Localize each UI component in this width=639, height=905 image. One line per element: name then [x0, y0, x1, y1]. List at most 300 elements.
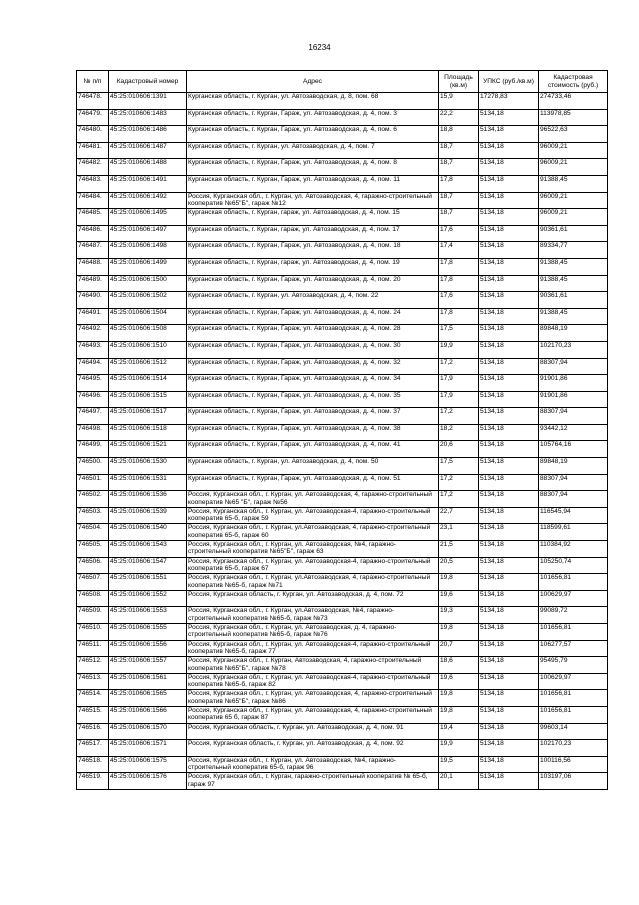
row-number-cell: 746505.: [77, 541, 109, 558]
row-number-cell: 746483.: [77, 175, 109, 192]
address-cell: Курганская область, г. Курган, Гараж, ул. Автозаводская, д. 4, пом. 30: [187, 341, 439, 358]
table-row: [77, 391, 608, 408]
upks-cell: 5134,18: [479, 491, 539, 508]
area-cell: 19,9: [439, 341, 479, 358]
cadastral-cost-cell: 100629,97: [539, 590, 608, 607]
table-row: [77, 225, 608, 242]
area-cell: 19,8: [439, 574, 479, 591]
row-number-cell: 746487.: [77, 242, 109, 259]
area-cell: 17,2: [439, 491, 479, 508]
address-cell: Россия, Курганская обл., г. Курган, ул.Автозаводская, 4, гаражно-строительный кооператив №65-б, гараж №71: [187, 574, 439, 591]
table-row: [77, 126, 608, 143]
table-row: [77, 474, 608, 491]
cadastral-cost-cell: 100629,97: [539, 673, 608, 690]
cadastral-cost-cell: 105250,74: [539, 557, 608, 574]
row-number-cell: 746515.: [77, 706, 109, 723]
upks-cell: 5134,18: [479, 590, 539, 607]
upks-cell: 5134,18: [479, 308, 539, 325]
cadastral-cost-cell: 105764,16: [539, 441, 608, 458]
row-number-cell: 746503.: [77, 507, 109, 524]
address-cell: Россия, Курганская обл., г. Курган, гаражно-строительный кооператив № 65-б, гараж 97: [187, 773, 439, 790]
cadastral-number-cell: 45:25:010606:1540: [109, 524, 187, 541]
header-upks: УПКС (руб./кв.м): [479, 71, 539, 93]
cadastral-number-cell: 45:25:010606:1561: [109, 673, 187, 690]
row-number-cell: 746495.: [77, 375, 109, 392]
row-number-cell: 746509.: [77, 607, 109, 624]
address-cell: Курганская область, г. Курган, ул. Автозаводская, д. 4, пом. 7: [187, 142, 439, 159]
table-row: [77, 292, 608, 309]
row-number-cell: 746508.: [77, 590, 109, 607]
cadastral-cost-cell: 113978,85: [539, 109, 608, 126]
cadastral-registry-table: [76, 70, 608, 790]
area-cell: 18,7: [439, 159, 479, 176]
table-row: [77, 308, 608, 325]
cadastral-number-cell: 45:25:010606:1547: [109, 557, 187, 574]
address-cell: Курганская область, г. Курган, гараж, ул. Автозаводская, д. 4, пом. 15: [187, 209, 439, 226]
address-cell: Курганская область, г. Курган, Гараж, ул. Автозаводская, д. 4, пом. 37: [187, 408, 439, 425]
upks-cell: 5134,18: [479, 391, 539, 408]
table-row: [77, 723, 608, 740]
row-number-cell: 746507.: [77, 574, 109, 591]
table-row: [77, 574, 608, 591]
cadastral-number-cell: 45:25:010606:1486: [109, 126, 187, 143]
address-cell: Россия, Курганская обл., г. Курган, ул. Автозаводская, 4, гаражно-строительный кооператив 65 б, гараж 87: [187, 706, 439, 723]
table-row: [77, 209, 608, 226]
row-number-cell: 746489.: [77, 275, 109, 292]
cadastral-cost-cell: 102170,23: [539, 740, 608, 757]
upks-cell: 5134,18: [479, 358, 539, 375]
address-cell: Курганская область, г. Курган, Гараж, ул. Автозаводская, д. 4, пом. 35: [187, 391, 439, 408]
row-number-cell: 746482.: [77, 159, 109, 176]
upks-cell: 5134,18: [479, 275, 539, 292]
address-cell: Курганская область, г. Курган, ул. Автозаводская, д. 8, пом. 68: [187, 93, 439, 110]
table-row: [77, 657, 608, 674]
row-number-cell: 746506.: [77, 557, 109, 574]
upks-cell: 5134,18: [479, 209, 539, 226]
area-cell: 19,6: [439, 590, 479, 607]
row-number-cell: 746517.: [77, 740, 109, 757]
cadastral-cost-cell: 96009,21: [539, 159, 608, 176]
table-row: [77, 192, 608, 209]
header-cadastral-cost: Кадастровая стоимость (руб.): [539, 71, 608, 93]
upks-cell: 5134,18: [479, 242, 539, 259]
address-cell: Россия, Курганская обл., г. Курган, ул. Автозаводская, 4, гаражно-строительный кооператив №65"Б", гараж №86: [187, 690, 439, 707]
cadastral-number-cell: 45:25:010606:1488: [109, 159, 187, 176]
area-cell: 18,8: [439, 126, 479, 143]
row-number-cell: 746480.: [77, 126, 109, 143]
table-row: [77, 325, 608, 342]
cadastral-cost-cell: 91388,45: [539, 308, 608, 325]
cadastral-number-cell: 45:25:010606:1483: [109, 109, 187, 126]
cadastral-number-cell: 45:25:010606:1543: [109, 541, 187, 558]
table-row: [77, 424, 608, 441]
cadastral-cost-cell: 96522,63: [539, 126, 608, 143]
cadastral-cost-cell: 99089,72: [539, 607, 608, 624]
upks-cell: 5134,18: [479, 640, 539, 657]
upks-cell: 5134,18: [479, 325, 539, 342]
table-row: [77, 142, 608, 159]
cadastral-number-cell: 45:25:010606:1510: [109, 341, 187, 358]
cadastral-number-cell: 45:25:010606:1497: [109, 225, 187, 242]
upks-cell: 5134,18: [479, 673, 539, 690]
area-cell: 20,5: [439, 557, 479, 574]
upks-cell: 5134,18: [479, 341, 539, 358]
area-cell: 18,7: [439, 192, 479, 209]
cadastral-cost-cell: 91901,86: [539, 391, 608, 408]
address-cell: Россия, Курганская обл., г. Курган, ул. Автозаводская, д. 4, гаражно-строительный кооператив №65-б, гараж №76: [187, 624, 439, 641]
row-number-cell: 746481.: [77, 142, 109, 159]
address-cell: Россия, Курганская обл., г. Курган, ул. Автозаводская, 4, гаражно-строительный кооператив №65 "Б", гараж №56: [187, 491, 439, 508]
area-cell: 21,5: [439, 541, 479, 558]
address-cell: Курганская область, г. Курган, ул. Автозаводская, д. 4, пом. 22: [187, 292, 439, 309]
upks-cell: 5134,18: [479, 574, 539, 591]
row-number-cell: 746504.: [77, 524, 109, 541]
area-cell: 17,6: [439, 225, 479, 242]
table-row: [77, 358, 608, 375]
address-cell: Курганская область, г. Курган, Гараж, ул. Автозаводская, д. 4, пом. 32: [187, 358, 439, 375]
table-row: [77, 557, 608, 574]
table-row: [77, 541, 608, 558]
cadastral-number-cell: 45:25:010606:1514: [109, 375, 187, 392]
area-cell: 19,9: [439, 740, 479, 757]
upks-cell: 5134,18: [479, 624, 539, 641]
table-row: [77, 408, 608, 425]
table-row: [77, 624, 608, 641]
area-cell: 17,5: [439, 458, 479, 475]
upks-cell: 5134,18: [479, 159, 539, 176]
cadastral-cost-cell: 89848,19: [539, 325, 608, 342]
table-row: [77, 159, 608, 176]
address-cell: Курганская область, г. Курган, Гараж, ул. Автозаводская, д. 4, пом. 8: [187, 159, 439, 176]
table-row: [77, 275, 608, 292]
table-header-row: [77, 71, 608, 93]
table-row: [77, 93, 608, 110]
cadastral-cost-cell: 274733,46: [539, 93, 608, 110]
row-number-cell: 746514.: [77, 690, 109, 707]
cadastral-cost-cell: 110384,92: [539, 541, 608, 558]
upks-cell: 5134,18: [479, 408, 539, 425]
table-row: [77, 607, 608, 624]
table-row: [77, 441, 608, 458]
table-row: [77, 341, 608, 358]
area-cell: 18,7: [439, 142, 479, 159]
header-cadastral-number: Кадастровый номер: [109, 71, 187, 93]
table-row: [77, 507, 608, 524]
upks-cell: 5134,18: [479, 524, 539, 541]
row-number-cell: 746519.: [77, 773, 109, 790]
cadastral-cost-cell: 88307,94: [539, 474, 608, 491]
address-cell: Курганская область, г. Курган, Гараж, ул. Автозаводская, д. 4, пом. 41: [187, 441, 439, 458]
address-cell: Курганская область, г. Курган, Гараж, ул. Автозаводская, д. 4, пом. 6: [187, 126, 439, 143]
cadastral-cost-cell: 91901,86: [539, 375, 608, 392]
area-cell: 17,6: [439, 292, 479, 309]
cadastral-cost-cell: 88307,94: [539, 358, 608, 375]
area-cell: 19,4: [439, 723, 479, 740]
row-number-cell: 746500.: [77, 458, 109, 475]
address-cell: Курганская область, г. Курган, ул. Автозаводская, д. 4, пом. 50: [187, 458, 439, 475]
address-cell: Курганская область, г. Курган, Гараж, ул. Автозаводская, д. 4, пом. 34: [187, 375, 439, 392]
upks-cell: 5134,18: [479, 441, 539, 458]
address-cell: Курганская область, г. Курган, Гараж, ул. Автозаводская, д. 4, пом. 18: [187, 242, 439, 259]
area-cell: 17,8: [439, 308, 479, 325]
cadastral-cost-cell: 100116,56: [539, 756, 608, 773]
area-cell: 22,2: [439, 109, 479, 126]
cadastral-number-cell: 45:25:010606:1502: [109, 292, 187, 309]
cadastral-number-cell: 45:25:010606:1555: [109, 624, 187, 641]
upks-cell: 17278,83: [479, 93, 539, 110]
table-row: [77, 458, 608, 475]
row-number-cell: 746494.: [77, 358, 109, 375]
cadastral-cost-cell: 99603,14: [539, 723, 608, 740]
cadastral-number-cell: 45:25:010606:1553: [109, 607, 187, 624]
cadastral-cost-cell: 93442,12: [539, 424, 608, 441]
area-cell: 18,7: [439, 209, 479, 226]
cadastral-cost-cell: 88307,94: [539, 408, 608, 425]
row-number-cell: 746478.: [77, 93, 109, 110]
address-cell: Курганская область, г. Курган, Гараж, ул. Автозаводская, д. 4, пом. 38: [187, 424, 439, 441]
cadastral-number-cell: 45:25:010606:1508: [109, 325, 187, 342]
cadastral-number-cell: 45:25:010606:1492: [109, 192, 187, 209]
cadastral-number-cell: 45:25:010606:1571: [109, 740, 187, 757]
page-number: 16234: [308, 43, 331, 52]
row-number-cell: 746490.: [77, 292, 109, 309]
row-number-cell: 746513.: [77, 673, 109, 690]
upks-cell: 5134,18: [479, 225, 539, 242]
address-cell: Курганская область, г. Курган, Гараж, ул. Автозаводская, д. 4, пом. 11: [187, 175, 439, 192]
cadastral-number-cell: 45:25:010606:1512: [109, 358, 187, 375]
address-cell: Россия, Курганская область, г. Курган, ул. Автозаводская, д. 4, пом. 92: [187, 740, 439, 757]
upks-cell: 5134,18: [479, 109, 539, 126]
area-cell: 17,8: [439, 275, 479, 292]
cadastral-number-cell: 45:25:010606:1498: [109, 242, 187, 259]
upks-cell: 5134,18: [479, 126, 539, 143]
table-row: [77, 640, 608, 657]
table-row: [77, 740, 608, 757]
area-cell: 19,5: [439, 756, 479, 773]
table-row: [77, 590, 608, 607]
address-cell: Россия, Курганская обл., г. Курган, ул. Автозаводская-4, гаражно-строительный кооператив 65-б, гараж 59: [187, 507, 439, 524]
row-number-cell: 746502.: [77, 491, 109, 508]
table-row: [77, 242, 608, 259]
cadastral-number-cell: 45:25:010606:1552: [109, 590, 187, 607]
row-number-cell: 746498.: [77, 424, 109, 441]
cadastral-cost-cell: 91388,45: [539, 275, 608, 292]
area-cell: 17,9: [439, 375, 479, 392]
cadastral-number-cell: 45:25:010606:1556: [109, 640, 187, 657]
cadastral-cost-cell: 106277,57: [539, 640, 608, 657]
cadastral-cost-cell: 91388,45: [539, 258, 608, 275]
area-cell: 22,7: [439, 507, 479, 524]
table-row: [77, 175, 608, 192]
area-cell: 19,3: [439, 607, 479, 624]
area-cell: 17,9: [439, 391, 479, 408]
cadastral-number-cell: 45:25:010606:1566: [109, 706, 187, 723]
area-cell: 17,8: [439, 175, 479, 192]
row-number-cell: 746510.: [77, 624, 109, 641]
cadastral-number-cell: 45:25:010606:1536: [109, 491, 187, 508]
address-cell: Россия, Курганская обл., г. Курган, ул. Автозаводская-4, гаражно-строительный кооператив 65-б, гараж 67: [187, 557, 439, 574]
cadastral-cost-cell: 102170,23: [539, 341, 608, 358]
cadastral-cost-cell: 96009,21: [539, 192, 608, 209]
cadastral-number-cell: 45:25:010606:1570: [109, 723, 187, 740]
address-cell: Курганская область, г. Курган, Гараж, ул. Автозаводская, д. 4, пом. 3: [187, 109, 439, 126]
row-number-cell: 746493.: [77, 341, 109, 358]
cadastral-cost-cell: 116545,94: [539, 507, 608, 524]
row-number-cell: 746488.: [77, 258, 109, 275]
table-row: [77, 109, 608, 126]
address-cell: Курганская область, г. Курган, Гараж, ул. Автозаводская, д. 4, пом. 28: [187, 325, 439, 342]
cadastral-number-cell: 45:25:010606:1518: [109, 424, 187, 441]
area-cell: 17,4: [439, 242, 479, 259]
upks-cell: 5134,18: [479, 424, 539, 441]
address-cell: Курганская область, г. Курган, Гараж, ул. Автозаводская, д. 4, пом. 51: [187, 474, 439, 491]
row-number-cell: 746501.: [77, 474, 109, 491]
area-cell: 17,2: [439, 408, 479, 425]
cadastral-number-cell: 45:25:010606:1391: [109, 93, 187, 110]
upks-cell: 5134,18: [479, 541, 539, 558]
upks-cell: 5134,18: [479, 258, 539, 275]
cadastral-number-cell: 45:25:010606:1521: [109, 441, 187, 458]
cadastral-number-cell: 45:25:010606:1576: [109, 773, 187, 790]
row-number-cell: 746497.: [77, 408, 109, 425]
header-address: Адрес: [187, 71, 439, 93]
area-cell: 15,9: [439, 93, 479, 110]
cadastral-number-cell: 45:25:010606:1530: [109, 458, 187, 475]
cadastral-cost-cell: 103197,06: [539, 773, 608, 790]
upks-cell: 5134,18: [479, 458, 539, 475]
upks-cell: 5134,18: [479, 756, 539, 773]
upks-cell: 5134,18: [479, 142, 539, 159]
area-cell: 20,1: [439, 773, 479, 790]
upks-cell: 5134,18: [479, 507, 539, 524]
area-cell: 17,2: [439, 358, 479, 375]
table-row: [77, 706, 608, 723]
cadastral-cost-cell: 90361,61: [539, 292, 608, 309]
cadastral-number-cell: 45:25:010606:1491: [109, 175, 187, 192]
cadastral-cost-cell: 89848,19: [539, 458, 608, 475]
cadastral-cost-cell: 88307,94: [539, 491, 608, 508]
area-cell: 17,8: [439, 258, 479, 275]
area-cell: 23,1: [439, 524, 479, 541]
upks-cell: 5134,18: [479, 292, 539, 309]
cadastral-number-cell: 45:25:010606:1551: [109, 574, 187, 591]
address-cell: Россия, Курганская область, г. Курган, ул. Автозаводская, д. 4, пом. 72: [187, 590, 439, 607]
area-cell: 19,8: [439, 624, 479, 641]
row-number-cell: 746491.: [77, 308, 109, 325]
upks-cell: 5134,18: [479, 175, 539, 192]
address-cell: Россия, Курганская обл., г. Курган, ул. Автозаводская, №4, гаражно-строительный кооператив 65-б, гараж 96: [187, 756, 439, 773]
cadastral-cost-cell: 96009,21: [539, 142, 608, 159]
table-row: [77, 375, 608, 392]
row-number-cell: 746479.: [77, 109, 109, 126]
area-cell: 17,5: [439, 325, 479, 342]
row-number-cell: 746518.: [77, 756, 109, 773]
area-cell: 19,8: [439, 706, 479, 723]
upks-cell: 5134,18: [479, 474, 539, 491]
area-cell: 18,6: [439, 657, 479, 674]
cadastral-cost-cell: 95495,79: [539, 657, 608, 674]
upks-cell: 5134,18: [479, 706, 539, 723]
address-cell: Россия, Курганская область, г. Курган, ул. Автозаводская, д. 4, пом. 91: [187, 723, 439, 740]
upks-cell: 5134,18: [479, 723, 539, 740]
cadastral-cost-cell: 90361,61: [539, 225, 608, 242]
cadastral-number-cell: 45:25:010606:1557: [109, 657, 187, 674]
cadastral-cost-cell: 89334,77: [539, 242, 608, 259]
upks-cell: 5134,18: [479, 740, 539, 757]
row-number-cell: 746516.: [77, 723, 109, 740]
cadastral-number-cell: 45:25:010606:1531: [109, 474, 187, 491]
row-number-cell: 746492.: [77, 325, 109, 342]
cadastral-number-cell: 45:25:010606:1515: [109, 391, 187, 408]
cadastral-cost-cell: 101656,81: [539, 690, 608, 707]
upks-cell: 5134,18: [479, 657, 539, 674]
table-row: [77, 524, 608, 541]
table-row: [77, 673, 608, 690]
header-area: Площадь (кв.м): [439, 71, 479, 93]
area-cell: 17,2: [439, 474, 479, 491]
address-cell: Курганская область, г. Курган, гараж, ул. Автозаводская, д. 4, пом. 17: [187, 225, 439, 242]
address-cell: Курганская область, г. Курган, гараж, ул. Автозаводская, д. 4, пом. 19: [187, 258, 439, 275]
header-num: № п/п: [77, 71, 109, 93]
cadastral-cost-cell: 101656,81: [539, 624, 608, 641]
address-cell: Курганская область, г. Курган, Гараж, ул. Автозаводская, д. 4, пом. 24: [187, 308, 439, 325]
cadastral-cost-cell: 118599,61: [539, 524, 608, 541]
upks-cell: 5134,18: [479, 192, 539, 209]
cadastral-number-cell: 45:25:010606:1495: [109, 209, 187, 226]
upks-cell: 5134,18: [479, 690, 539, 707]
row-number-cell: 746496.: [77, 391, 109, 408]
upks-cell: 5134,18: [479, 773, 539, 790]
address-cell: Курганская область, г. Курган, Гараж, ул. Автозаводская, д. 4, пом. 20: [187, 275, 439, 292]
row-number-cell: 746511.: [77, 640, 109, 657]
cadastral-number-cell: 45:25:010606:1539: [109, 507, 187, 524]
upks-cell: 5134,18: [479, 375, 539, 392]
address-cell: Россия, Курганская обл., г. Курган, ул. Автозаводская, №4, гаражно-строительный кооператив №65"Б", гараж 63: [187, 541, 439, 558]
address-cell: Россия, Курганская обл., г. Курган, ул. Автозаводская-4, гаражно-строительный кооператив №65-б, гараж 77: [187, 640, 439, 657]
address-cell: Россия, Курганская обл., г. Курган, ул.Автозаводская, №4, гаражно-строительный кооператив №65-б, гараж №73: [187, 607, 439, 624]
upks-cell: 5134,18: [479, 607, 539, 624]
table-row: [77, 258, 608, 275]
area-cell: 19,6: [439, 673, 479, 690]
cadastral-cost-cell: 101656,81: [539, 706, 608, 723]
row-number-cell: 746484.: [77, 192, 109, 209]
cadastral-cost-cell: 101656,81: [539, 574, 608, 591]
cadastral-number-cell: 45:25:010606:1575: [109, 756, 187, 773]
row-number-cell: 746486.: [77, 225, 109, 242]
cadastral-number-cell: 45:25:010606:1504: [109, 308, 187, 325]
upks-cell: 5134,18: [479, 557, 539, 574]
area-cell: 18,2: [439, 424, 479, 441]
cadastral-cost-cell: 96009,21: [539, 209, 608, 226]
address-cell: Россия, Курганская обл., г. Курган, ул. Автозаводская, 4, гаражно-строительный кооператив №65"Б", гараж №12: [187, 192, 439, 209]
row-number-cell: 746499.: [77, 441, 109, 458]
row-number-cell: 746512.: [77, 657, 109, 674]
cadastral-number-cell: 45:25:010606:1500: [109, 275, 187, 292]
area-cell: 19,8: [439, 690, 479, 707]
cadastral-cost-cell: 91388,45: [539, 175, 608, 192]
address-cell: Россия, Курганская обл., г. Курган, Автозаводская, 4, гаражно-строительный кооператив №65"Б", гараж №78: [187, 657, 439, 674]
table-row: [77, 690, 608, 707]
cadastral-number-cell: 45:25:010606:1499: [109, 258, 187, 275]
address-cell: Россия, Курганская обл., г. Курган, ул.Автозаводская, 4, гаражно-строительный кооператив 65-б, гараж 60: [187, 524, 439, 541]
table-row: [77, 773, 608, 790]
cadastral-number-cell: 45:25:010606:1565: [109, 690, 187, 707]
table-row: [77, 756, 608, 773]
cadastral-number-cell: 45:25:010606:1517: [109, 408, 187, 425]
row-number-cell: 746485.: [77, 209, 109, 226]
table-row: [77, 491, 608, 508]
cadastral-number-cell: 45:25:010606:1487: [109, 142, 187, 159]
